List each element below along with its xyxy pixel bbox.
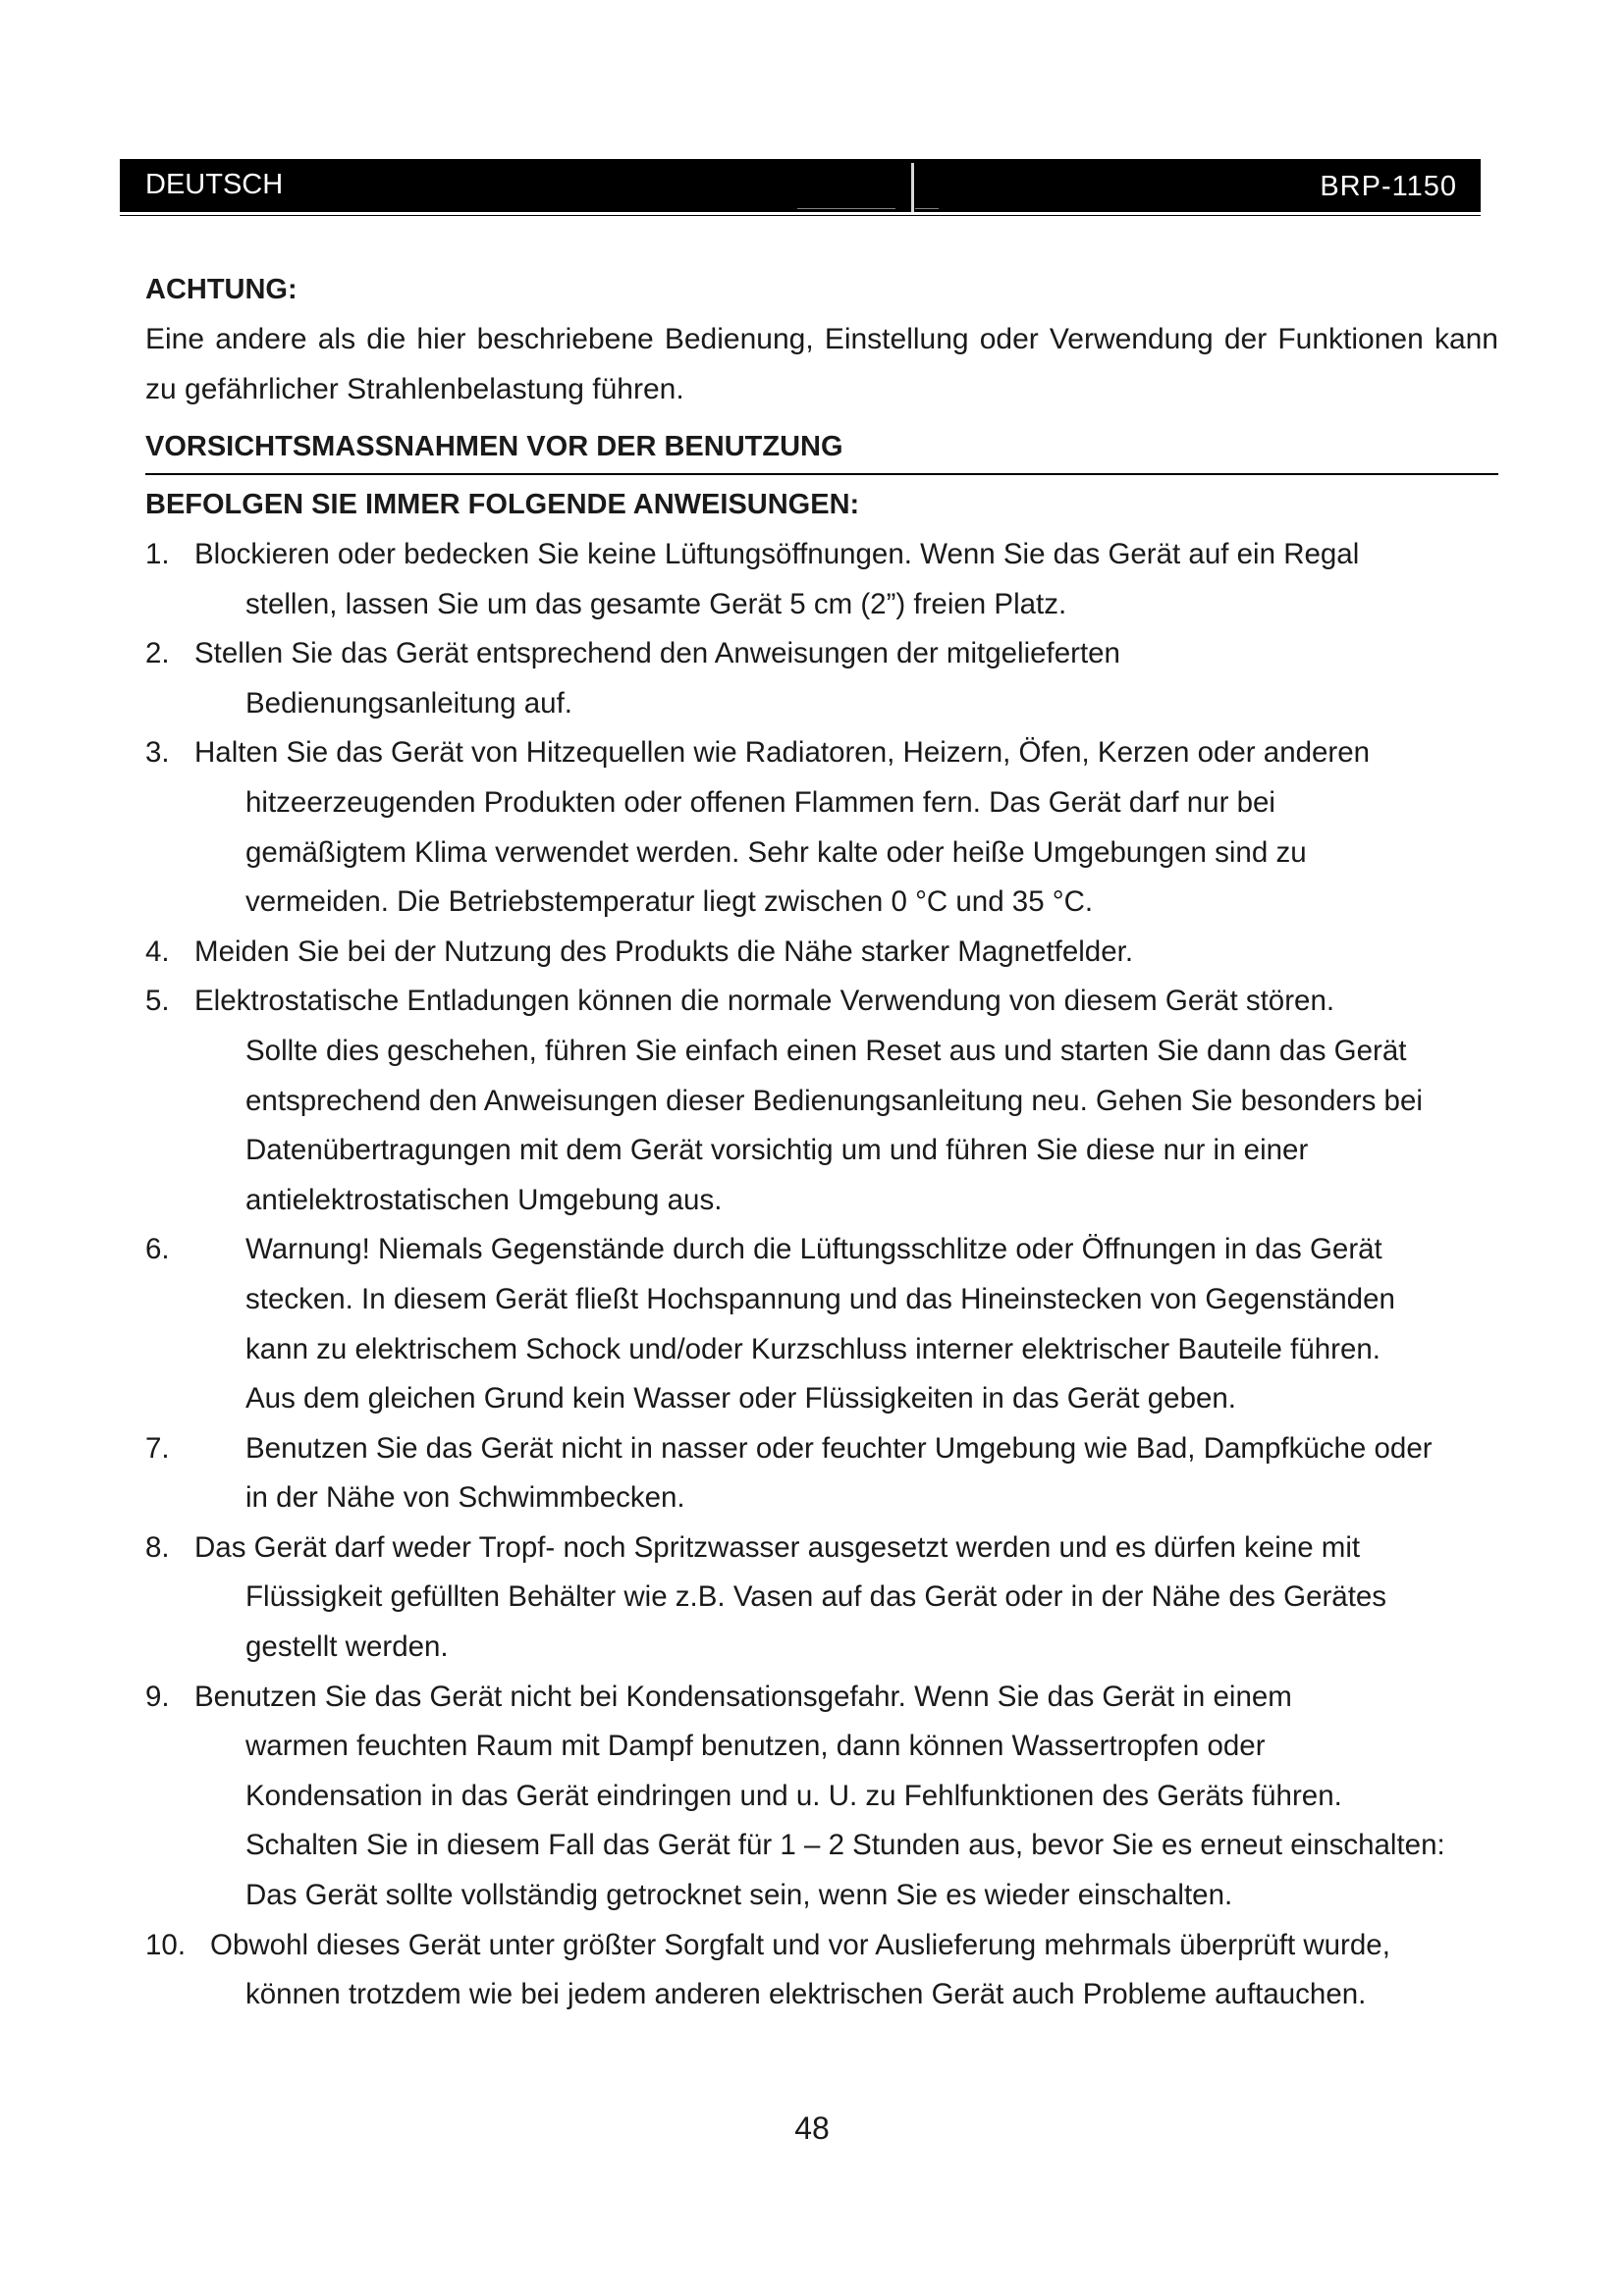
list-item-text: Meiden Sie bei der Nutzung des Produkts die Nähe starker Magnetfelder. [194, 934, 1134, 968]
list-item-continuation: hitzeerzeugenden Produkten oder offenen Flammen fern. Das Gerät darf nur bei [245, 785, 1275, 819]
list-item-continuation: Kondensation in das Gerät eindringen und u. U. zu Fehlfunktionen des Geräts führen. [245, 1779, 1342, 1812]
header-model: BRP-1150 [1320, 171, 1457, 202]
list-item-continuation: Bedienungsanleitung auf. [245, 686, 572, 720]
list-item [145, 1225, 1498, 1423]
list-item-number: 9. [145, 1680, 170, 1713]
list-item-text: Elektrostatische Entladungen können die normale Verwendung von diesem Gerät stören. [194, 985, 1335, 1018]
warning-text: Eine andere als die hier beschriebene Bedienung, Einstellung oder Verwendung der Funktionen kann zu gefährlicher Strahlenbelastung führen. [145, 323, 1498, 405]
list-item-text: Halten Sie das Gerät von Hitzequellen wie Radiatoren, Heizern, Öfen, Kerzen oder anderen [194, 736, 1371, 770]
page-number: 48 [794, 2110, 830, 2146]
list-item-text: Obwohl dieses Gerät unter größter Sorgfalt und vor Auslieferung mehrmals überprüft wurde, [210, 1928, 1390, 1961]
list-item [145, 1921, 1498, 2020]
list-item [145, 977, 1498, 1225]
header-divider [797, 159, 915, 212]
list-item-continuation: kann zu elektrischem Schock und/oder Kurzschluss interner elektrischer Bauteile führen. [245, 1332, 1380, 1365]
list-item [145, 928, 1498, 978]
list-item-text: Warnung! Niemals Gegenstände durch die Lüftungsschlitze oder Öffnungen in das Gerät [245, 1233, 1382, 1266]
instructions-list [145, 530, 1498, 2020]
list-item [145, 1424, 1498, 1523]
list-item-text: Blockieren oder bedecken Sie keine Lüftungsöffnungen. Wenn Sie das Gerät auf ein Regal [194, 538, 1360, 570]
list-item-continuation: Das Gerät sollte vollständig getrocknet sein, wenn Sie es wieder einschalten. [245, 1879, 1233, 1912]
list-item-continuation: stecken. In diesem Gerät fließt Hochspannung und das Hineinstecken von Gegenständen [245, 1282, 1395, 1315]
list-item [145, 1673, 1498, 1921]
page-header [120, 159, 1481, 212]
list-item-continuation: gestellt werden. [245, 1630, 449, 1664]
header-rule [120, 215, 1481, 216]
instructions-heading: BEFOLGEN SIE IMMER FOLGENDE ANWEISUNGEN: [145, 489, 860, 520]
list-item-number: 5. [145, 985, 170, 1018]
list-item-number: 6. [145, 1233, 170, 1266]
list-item [145, 530, 1498, 629]
list-item-continuation: Sollte dies geschehen, führen Sie einfach einen Reset aus und starten Sie dann das Gerät [245, 1034, 1407, 1067]
list-item-continuation: Aus dem gleichen Grund kein Wasser oder Flüssigkeiten in das Gerät geben. [245, 1382, 1236, 1415]
list-item-continuation: gemäßigtem Klima verwendet werden. Sehr kalte oder heiße Umgebungen sind zu [245, 835, 1307, 869]
list-item-number: 10. [145, 1928, 187, 1961]
list-item-number: 4. [145, 934, 170, 968]
list-item-continuation: stellen, lassen Sie um das gesamte Gerät 5 cm (2”) freien Platz. [245, 587, 1067, 620]
list-item [145, 728, 1498, 927]
warning-title: ACHTUNG: [145, 274, 298, 305]
page-content [145, 265, 1498, 2020]
list-item-number: 3. [145, 736, 170, 770]
list-item-continuation: in der Nähe von Schwimmbecken. [245, 1481, 685, 1515]
list-item-continuation: können trotzdem wie bei jedem anderen elektrischen Gerät auch Probleme auftauchen. [245, 1978, 1367, 2011]
list-item-number: 2. [145, 637, 170, 670]
list-item-continuation: Datenübertragungen mit dem Gerät vorsichtig um und führen Sie diese nur in einer [245, 1134, 1309, 1167]
list-item-continuation: Flüssigkeit gefüllten Behälter wie z.B. Vasen auf das Gerät oder in der Nähe des Gerätes [245, 1580, 1387, 1614]
list-item-continuation: Schalten Sie in diesem Fall das Gerät für 1 – 2 Stunden aus, bevor Sie es erneut einschalten: [245, 1829, 1445, 1862]
list-item-number: 8. [145, 1530, 170, 1564]
section-title: VORSICHTSMASSNAHMEN VOR DER BENUTZUNG [145, 424, 1498, 475]
header-language: DEUTSCH [145, 169, 284, 200]
list-item-text: Stellen Sie das Gerät entsprechend den Anweisungen der mitgelieferten [194, 637, 1120, 670]
list-item-text: Das Gerät darf weder Tropf- noch Spritzwasser ausgesetzt werden und es dürfen keine mit [194, 1530, 1361, 1564]
list-item-continuation: entsprechend den Anweisungen dieser Bedienungsanleitung neu. Gehen Sie besonders bei [245, 1084, 1423, 1117]
list-item-continuation: warmen feuchten Raum mit Dampf benutzen, dann können Wassertropfen oder [245, 1730, 1266, 1763]
list-item-text: Benutzen Sie das Gerät nicht bei Kondensationsgefahr. Wenn Sie das Gerät in einem [194, 1680, 1292, 1713]
list-item-continuation: antielektrostatischen Umgebung aus. [245, 1183, 723, 1216]
list-item-number: 7. [145, 1431, 170, 1465]
list-item [145, 629, 1498, 728]
list-item-text: Benutzen Sie das Gerät nicht in nasser oder feuchter Umgebung wie Bad, Dampfküche oder [245, 1431, 1433, 1465]
list-item [145, 1523, 1498, 1673]
list-item-continuation: vermeiden. Die Betriebstemperatur liegt zwischen 0 °C und 35 °C. [245, 885, 1094, 919]
list-item-number: 1. [145, 538, 170, 570]
